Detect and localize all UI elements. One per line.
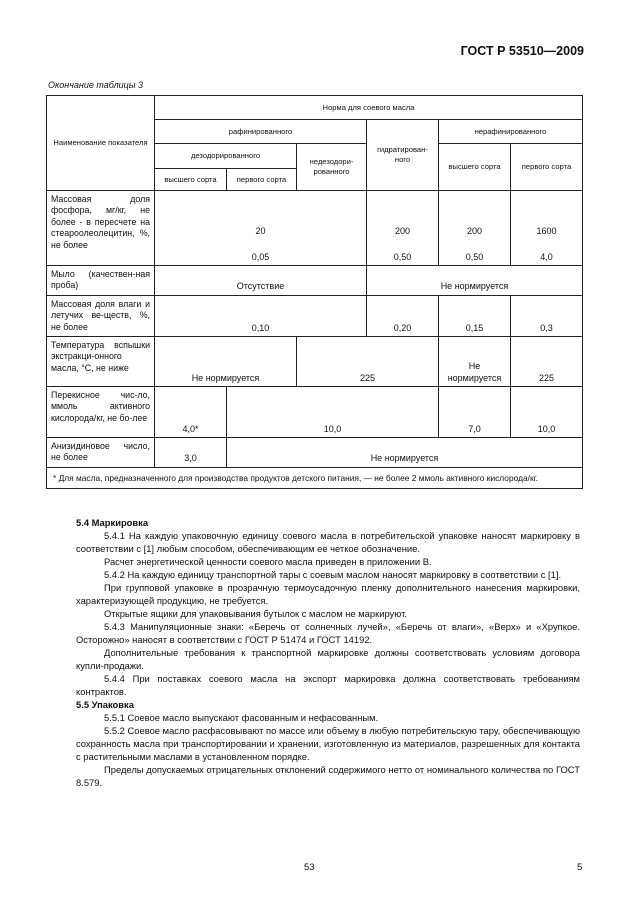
body-text — [76, 516, 580, 789]
paragraph: Дополнительные требования к транспортной маркировке должны соответствовать условиям договора купли-продажи. — [76, 647, 580, 671]
paragraph: Пределы допускаемых отрицательных отклонений содержимого нетто от номинального количества по ГОСТ 8.579. — [76, 764, 580, 788]
header-indicator-name: Наименование показателя — [47, 96, 155, 191]
section-title-packaging: 5.5 Упаковка — [76, 699, 134, 710]
table-row — [47, 387, 583, 438]
moisture-unrefined-top: 0,15 — [439, 295, 511, 336]
moisture-unrefined-first: 0,3 — [511, 295, 583, 336]
table-row — [47, 438, 583, 468]
document-number: ГОСТ Р 53510—2009 — [460, 44, 584, 58]
header-hydrated: гидратирован-ного — [367, 120, 439, 191]
paragraph: 5.4.4 При поставках соевого масла на экспорт маркировка должна соответствовать требованиям контрактов. — [76, 673, 580, 697]
paragraph: 5.5.1 Соевое масло выпускают фасованным и нефасованным. — [104, 712, 379, 723]
page-number-center: 53 — [304, 862, 315, 873]
phosphorus-unrefined-first-b: 4,0 — [540, 251, 553, 262]
paragraph: 5.5.2 Соевое масло расфасовывают по массе или объему в любую потребительскую тару, обеспечивающую сохранность масла при транспортировании и хранении, изготовленную из материалов, разрешенных для контакта с растительными маслами в установленном порядке. — [76, 725, 580, 762]
header-deodorized: дезодорированного — [155, 144, 297, 169]
moisture-refined: 0,10 — [155, 295, 367, 336]
phosphorus-unrefined-top — [439, 191, 511, 266]
peroxide-top: 4,0* — [155, 387, 227, 438]
paragraph: Расчет энергетической ценности соевого масла приведен в приложении В. — [104, 556, 432, 567]
header-unrefined-first-grade: первого сорта — [511, 144, 583, 191]
peroxide-unrefined-first: 10,0 — [511, 387, 583, 438]
row-name-anisidine: Анизидиновое число, не более — [47, 438, 155, 468]
header-top-grade: высшего сорта — [155, 169, 227, 191]
header-refined: рафинированного — [155, 120, 367, 144]
flash-deodorized: Не нормируется — [155, 337, 297, 387]
header-non-deodorized: недезодори-рованного — [297, 144, 367, 191]
section-title-marking: 5.4 Маркировка — [76, 517, 149, 528]
soap-rest: Не нормируется — [367, 266, 583, 296]
phosphorus-unrefined-first — [511, 191, 583, 266]
flash-unrefined-first: 225 — [511, 337, 583, 387]
peroxide-unrefined-top: 7,0 — [439, 387, 511, 438]
phosphorus-refined-a: 20 — [255, 226, 266, 236]
table-row — [47, 191, 583, 266]
paragraph: 5.4.1 На каждую упаковочную единицу соевого масла в потребительской упаковке наносят маркировку в соответствии с [1] любым способом, обеспечивающим ее четкое обозначение. — [76, 530, 580, 554]
phosphorus-unrefined-top-a: 200 — [466, 226, 483, 236]
row-name-phosphorus: Массовая доля фосфора, мг/кг, не более - в пересчете на стеароолеолецитин, %, не более — [47, 191, 155, 266]
paragraph: 5.4.3 Манипуляционные знаки: «Беречь от солнечных лучей», «Беречь от влаги», «Верх» и «Хрупкое. Осторожно» наносят в соответствии с ГОСТ Р 51474 и ГОСТ 14192. — [76, 621, 580, 645]
header-unrefined-top-grade: высшего сорта — [439, 144, 511, 191]
table-caption: Окончание таблицы 3 — [48, 80, 143, 90]
phosphorus-unrefined-top-b: 0,50 — [465, 251, 484, 262]
table-row — [47, 295, 583, 336]
header-unrefined: нерафинированного — [439, 120, 583, 144]
table-row — [47, 266, 583, 296]
phosphorus-refined-b: 0,05 — [251, 251, 270, 262]
header-norm: Норма для соевого масла — [155, 96, 583, 120]
table-footnote: * Для масла, предназначенного для производства продуктов детского питания, — не более 2 ммоль активного кислорода/кг. — [47, 467, 583, 488]
flash-middle: 225 — [297, 337, 439, 387]
table-row — [47, 337, 583, 387]
soap-refined: Отсутствие — [155, 266, 367, 296]
phosphorus-hydrated-b: 0,50 — [393, 251, 412, 262]
anisidine-top: 3,0 — [155, 438, 227, 468]
table-row — [47, 467, 583, 488]
paragraph: 5.4.2 На каждую единицу транспортной тары с соевым маслом наносят маркировку в соответствии с [1]. — [104, 569, 562, 580]
paragraph: При групповой упаковке в прозрачную термоусадочную пленку дополнительного нанесения маркировки, характеризующей продукцию, не требуется. — [76, 582, 580, 606]
row-name-flash-point: Температура вспышки экстракци-онного масла, °С, не ниже — [47, 337, 155, 387]
flash-unrefined-top: Не нормируется — [439, 337, 511, 387]
row-name-moisture: Массовая доля влаги и летучих ве-ществ, %, не более — [47, 295, 155, 336]
anisidine-rest: Не нормируется — [227, 438, 583, 468]
row-name-soap: Мыло (качествен-ная проба) — [47, 266, 155, 296]
peroxide-middle: 10,0 — [227, 387, 439, 438]
phosphorus-refined — [155, 191, 367, 266]
paragraph: Открытые ящики для упаковывания бутылок с маслом не маркируют. — [104, 608, 407, 619]
row-name-peroxide: Перекисное чис-ло, ммоль активного кислорода/кг, не бо-лее — [47, 387, 155, 438]
header-first-grade: первого сорта — [227, 169, 297, 191]
phosphorus-hydrated-a: 200 — [394, 226, 411, 236]
moisture-hydrated: 0,20 — [367, 295, 439, 336]
phosphorus-hydrated — [367, 191, 439, 266]
phosphorus-unrefined-first-a: 1600 — [536, 226, 557, 236]
specification-table — [46, 95, 583, 489]
page-number-right: 5 — [577, 862, 583, 873]
